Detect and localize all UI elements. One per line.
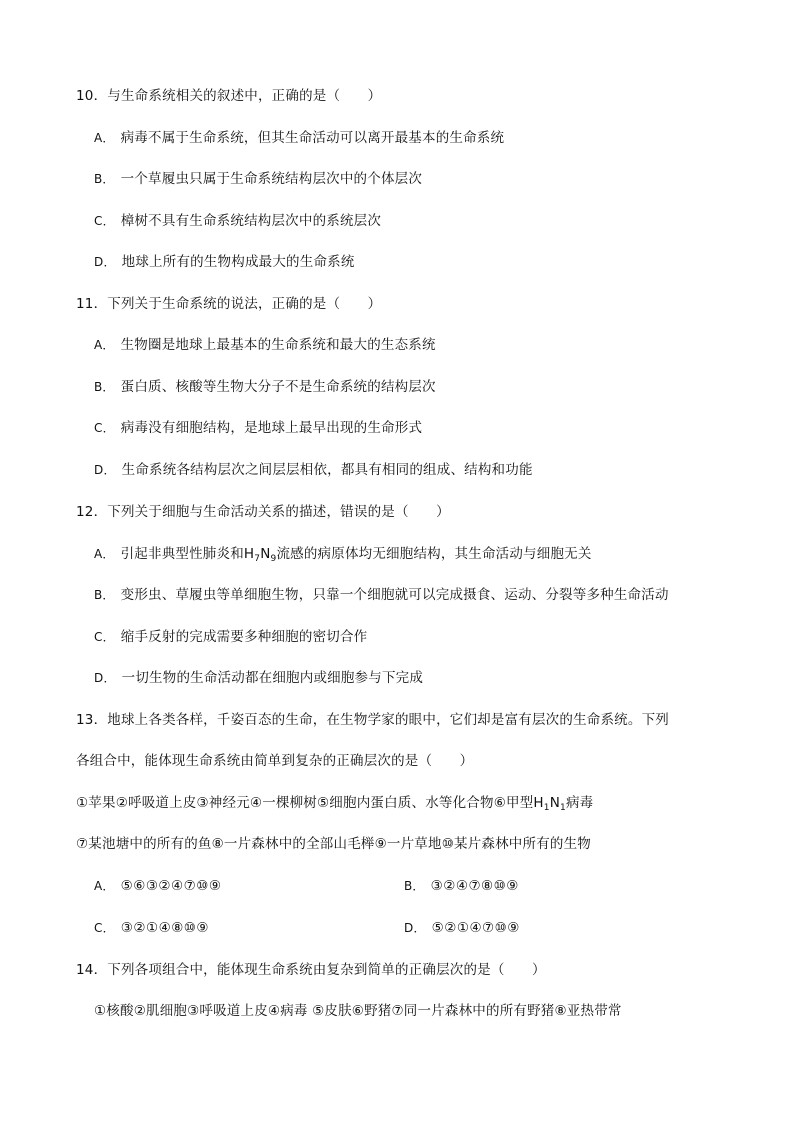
option-text: 一个草履虫只属于生命系统结构层次中的个体层次: [120, 171, 423, 187]
option-label: B．: [94, 588, 115, 602]
option-label: B．: [404, 879, 425, 893]
option-label: D．: [94, 671, 116, 685]
question-13-stem-line2: 各组合中，能体现生命系统由简单到复杂的正确层次的是（ ）: [76, 753, 474, 769]
option-text-pre: 引起非典型性肺炎和H: [120, 546, 255, 562]
question-14-stem: 14．下列各项组合中，能体现生命系统由复杂到简单的正确层次的是（ ）: [76, 962, 546, 978]
question-12-option-b: [94, 585, 669, 605]
option-label: D．: [94, 255, 116, 269]
option-text: 缩手反射的完成需要多种细胞的密切合作: [120, 629, 368, 645]
option-text: ⑤⑥③②④⑦⑩⑨: [120, 878, 222, 894]
option-text: ③②④⑦⑧⑩⑨: [430, 878, 519, 894]
option-label: A．: [94, 547, 115, 561]
option-text: ③②①④⑧⑩⑨: [120, 920, 209, 936]
question-10-stem: 10．与生命系统相关的叙述中，正确的是（ ）: [76, 88, 382, 104]
subscript: 9: [270, 554, 277, 564]
question-13-items-line2: ⑦某池塘中的所有的鱼⑧一片森林中的全部山毛榉⑨一片草地⑩某片森林中所有的生物: [76, 836, 592, 852]
question-11-option-a: [94, 335, 436, 355]
option-label: D．: [94, 463, 116, 477]
question-12-option-a: [94, 544, 592, 564]
option-text: 生命系统各结构层次之间层层相依，都具有相同的组成、结构和功能: [121, 462, 533, 478]
option-text: 樟树不具有生命系统结构层次中的系统层次: [120, 213, 382, 229]
question-14-items-line1: ①核酸②肌细胞③呼吸道上皮④病毒 ⑤皮肤⑥野猪⑦同一片森林中的所有野猪⑧亚热带常: [94, 1003, 622, 1019]
question-13-option-a: [94, 876, 221, 896]
items-text-pre: ①苹果②呼吸道上皮③神经元④一棵柳树⑤细胞内蛋白质、水等化合物⑥甲型: [76, 795, 534, 811]
option-text: 病毒没有细胞结构，是地球上最早出现的生命形式: [120, 420, 423, 436]
option-label: A．: [94, 879, 115, 893]
question-12-stem: 12．下列关于细胞与生命活动关系的描述，错误的是（ ）: [76, 504, 450, 520]
option-label: C．: [94, 921, 115, 935]
question-11-option-d: [94, 460, 533, 480]
question-12-option-d: [94, 668, 423, 688]
question-10-option-b: [94, 169, 422, 189]
question-11-stem: 11．下列关于生命系统的说法，正确的是（ ）: [76, 296, 382, 312]
question-11-option-c: [94, 418, 422, 438]
option-label: B．: [94, 380, 115, 394]
option-text-mid: N: [260, 546, 271, 562]
items-formula-h: H: [533, 795, 544, 811]
question-13-option-d: [404, 918, 520, 938]
option-text: ⑤②①④⑦⑩⑨: [431, 920, 520, 936]
subscript: 7: [254, 554, 261, 564]
subscript: 1: [560, 803, 566, 813]
option-label: C．: [94, 630, 115, 644]
question-13-items-line1: [76, 793, 593, 813]
question-10-option-c: [94, 211, 381, 231]
option-label: C．: [94, 214, 115, 228]
option-text: 一切生物的生命活动都在细胞内或细胞参与下完成: [121, 670, 424, 686]
option-text-post: 流感的病原体均无细胞结构，其生命活动与细胞无关: [276, 546, 592, 562]
option-label: A．: [94, 338, 115, 352]
question-13-stem-line1: 13．地球上各类各样，千姿百态的生命，在生物学家的眼中，它们却是富有层次的生命系统。下列: [76, 712, 669, 728]
option-label: C．: [94, 421, 115, 435]
question-13-option-b: [404, 876, 519, 896]
option-label: D．: [404, 921, 426, 935]
question-10-option-a: [94, 128, 504, 148]
question-11-option-b: [94, 377, 436, 397]
items-formula-n: N: [549, 795, 561, 811]
option-text: 蛋白质、核酸等生物大分子不是生命系统的结构层次: [120, 379, 436, 395]
question-13-option-c: [94, 918, 209, 938]
question-12-option-c: [94, 627, 367, 647]
option-text: 生物圈是地球上最基本的生命系统和最大的生态系统: [120, 337, 436, 353]
option-label: A．: [94, 131, 115, 145]
question-10-option-d: [94, 252, 355, 272]
option-text: 变形虫、草履虫等单细胞生物，只靠一个细胞就可以完成摄食、运动、分裂等多种生命活动: [120, 587, 669, 603]
option-label: B．: [94, 172, 115, 186]
subscript: 1: [543, 803, 550, 813]
option-text: 地球上所有的生物构成最大的生命系统: [121, 254, 355, 270]
items-text-post: 病毒: [565, 795, 594, 811]
option-text: 病毒不属于生命系统，但其生命活动可以离开最基本的生命系统: [120, 130, 505, 146]
